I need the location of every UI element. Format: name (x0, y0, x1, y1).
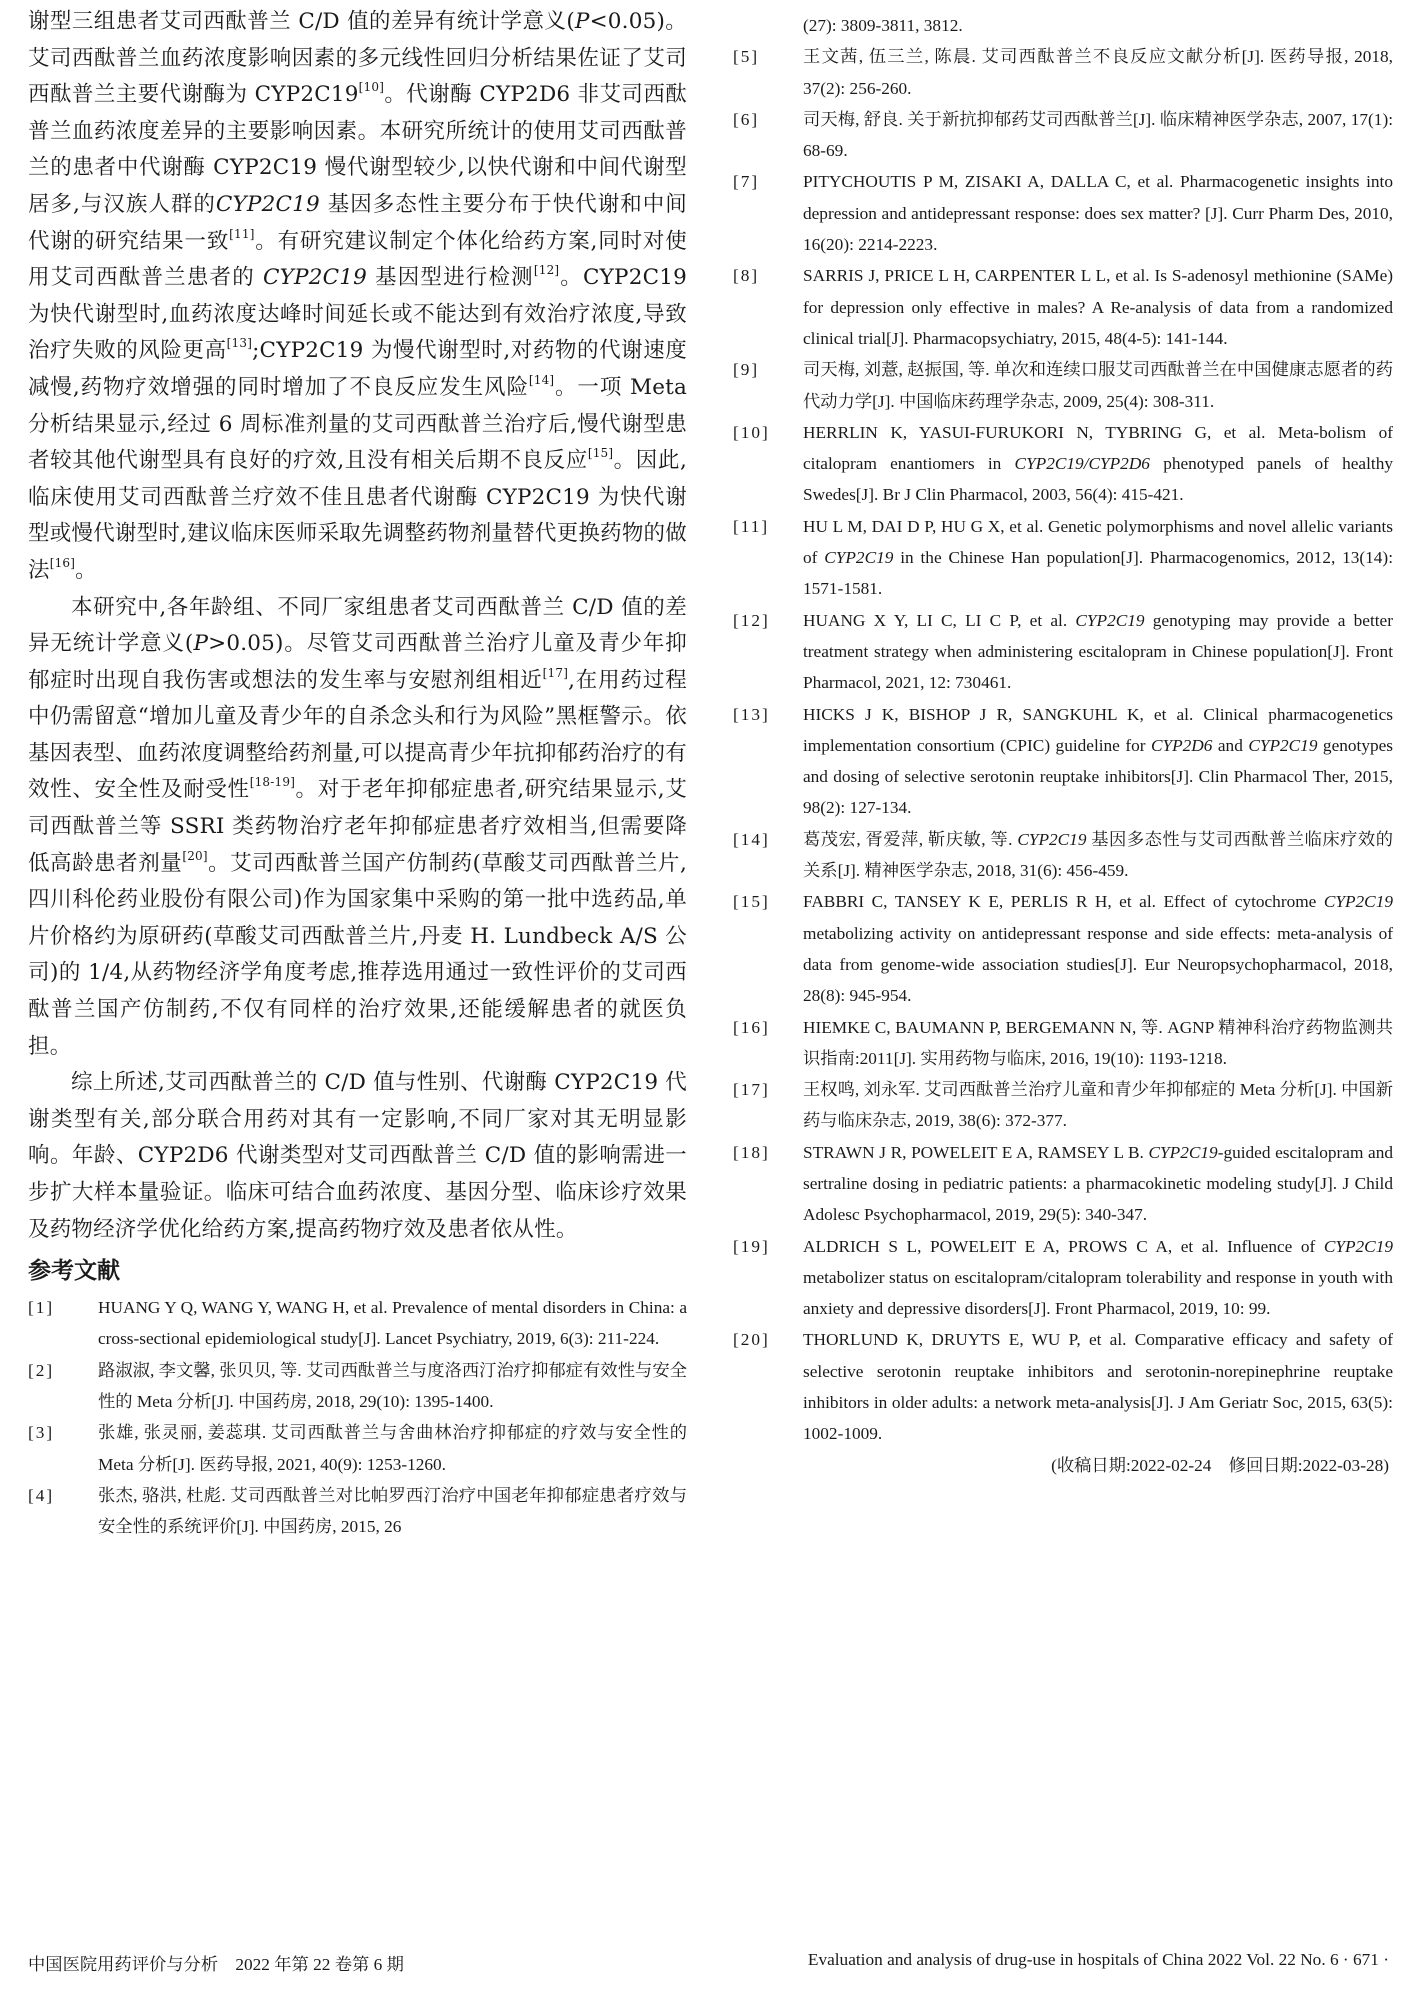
citation-link[interactable]: [12] (533, 263, 560, 278)
reference-list-left (28, 1292, 687, 1542)
received-dates: (收稿日期:2022-02-24 修回日期:2022-03-28) (1051, 1455, 1389, 1475)
discussion-paragraph-1: 谢型三组患者艾司西酞普兰 C/D 值的差异有统计学意义(P<0.05)。艾司西酞普兰血药浓度影响因素的多元线性回归分析结果佐证了艾司西酞普兰主要代谢酶为 CYP2C19[10]。代谢酶 CYP2D6 非艾司西酞普兰血药浓度差异的主要影响因素。本研究所统计的使用艾司西酞普兰的患者中代谢酶 CYP2C19 慢代谢型较少,以快代谢和中间代谢型居多,与汉族人群的CYP2C19 基因多态性主要分布于快代谢和中间代谢的研究结果一致[11]。有研究建议制定个体化给药方案,同时对使用艾司西酞普兰患者的 CYP2C19 基因型进行检测[12]。CYP2C19 为快代谢型时,血药浓度达峰时间延长或不能达到有效治疗浓度,导致治疗失败的风险更高[13];CYP2C19 为慢代谢型时,对药物的代谢速度减慢,药物疗效增强的同时增加了不良反应发生风险[14]。一项 Meta 分析结果显示,经过 6 周标准剂量的艾司西酞普兰治疗后,慢代谢型患者较其他代谢型具有良好的疗效,且没有相关后期不良反应[15]。因此,临床使用艾司西酞普兰疗效不佳且患者代谢酶 CYP2C19 为快代谢型或慢代谢型时,建议临床医师采取先调整药物剂量替代更换药物的做法[16]。 (28, 9, 687, 583)
reference-text: HIEMKE C, BAUMANN P, BERGEMANN N, 等. AGNP 精神科治疗药物监测共识指南:2011[J]. 实用药物与临床, 2016, 19(10): 1193-1218. (803, 1017, 1393, 1068)
reference-number: [11] (733, 516, 770, 536)
reference-text: 司天梅, 舒良. 关于新抗抑郁药艾司西酞普兰[J]. 临床精神医学杂志, 2007, 17(1): 68-69. (803, 109, 1393, 161)
reference-number: [3] (28, 1423, 55, 1443)
right-column (733, 10, 1393, 1481)
reference-text (803, 511, 1393, 605)
reference-text: 王权鸣, 刘永军. 艾司西酞普兰治疗儿童和青少年抑郁症的 Meta 分析[J]. 中国新药与临床杂志, 2019, 38(6): 372-377. (803, 1080, 1393, 1131)
reference-number: [9] (733, 360, 760, 380)
reference-text: 路淑淑, 李文馨, 张贝贝, 等. 艾司西酞普兰与度洛西汀治疗抑郁症有效性与安全性的 Meta 分析[J]. 中国药房, 2018, 29(10): 1395-1400. (98, 1360, 687, 1412)
gene-name: CYP2C19 (1148, 1142, 1218, 1162)
reference-text-part: 基因多态性与艾司西酞普兰临床疗效的关系[J]. 精神医学杂志, 2018, 31(6): 456-459. (803, 829, 1393, 881)
reference-item (733, 824, 1393, 887)
reference-text (803, 1137, 1393, 1231)
reference-text: 司天梅, 刘薏, 赵振国, 等. 单次和连续口服艾司西酞普兰在中国健康志愿者的药代动力学[J]. 中国临床药理学杂志, 2009, 25(4): 308-311. (803, 360, 1393, 411)
journal-title-cn: 中国医院用药评价与分析 2022 年第 22 卷第 6 期 (28, 1955, 404, 1974)
reference-text-part: FABBRI C, TANSEY K E, PERLIS R H, et al. Effect of cytochrome (803, 892, 1324, 912)
reference-item (28, 1417, 687, 1480)
reference-item (733, 41, 1393, 104)
left-column (28, 0, 687, 1543)
reference-number: [2] (28, 1360, 55, 1380)
gene-name: CYP2C19 (1323, 1236, 1393, 1256)
reference-text-part: ALDRICH S L, POWELEIT E A, PROWS C A, et al. Influence of (803, 1236, 1324, 1256)
reference-text-part: phenotyped panels of healthy Swedes[J]. Br J Clin Pharmacol, 2003, 56(4): 415-421. (803, 454, 1393, 505)
citation-link[interactable]: [15] (587, 446, 614, 461)
reference-item (28, 1292, 687, 1355)
reference-text: 张杰, 骆洪, 杜彪. 艾司西酞普兰对比帕罗西汀治疗中国老年抑郁症患者疗效与安全性的系统评价[J]. 中国药房, 2015, 26 (98, 1485, 687, 1537)
reference-number: [7] (733, 172, 760, 192)
reference-item (733, 699, 1393, 824)
reference-continuation: (27): 3809-3811, 3812. (803, 16, 963, 35)
reference-item (28, 1355, 687, 1418)
gene-name: CYP2C19 (215, 191, 320, 217)
gene-name: CYP2D6 (1150, 735, 1213, 755)
reference-item (733, 605, 1393, 699)
reference-item (733, 1012, 1393, 1075)
reference-text (803, 1231, 1393, 1325)
reference-number: [4] (28, 1485, 55, 1505)
reference-number: [6] (733, 109, 760, 129)
reference-number: [20] (733, 1330, 770, 1350)
reference-text: 王文茜, 伍三兰, 陈晨. 艾司西酞普兰不良反应文献分析[J]. 医药导报, 2018, 37(2): 256-260. (803, 47, 1393, 98)
reference-item (733, 1324, 1393, 1449)
reference-item (733, 354, 1393, 417)
reference-text (803, 699, 1393, 824)
citation-link[interactable]: [20] (182, 848, 208, 863)
reference-item (733, 1074, 1393, 1137)
reference-item (733, 104, 1393, 167)
citation-link[interactable]: [18-19] (249, 775, 296, 790)
reference-text (803, 824, 1393, 887)
citation-link[interactable]: [10] (358, 80, 385, 95)
reference-number: [17] (733, 1080, 770, 1100)
citation-link[interactable]: [17] (542, 665, 569, 680)
gene-name: CYP2C19 (824, 548, 894, 568)
gene-name: CYP2C19 (262, 265, 367, 291)
citation-link[interactable]: [16] (49, 555, 76, 570)
reference-number: [8] (733, 266, 760, 286)
reference-text-part: HERRLIN K, YASUI-FURUKORI N, TYBRING G, et al. Meta-bolism of citalopram enantiomers in (803, 422, 1393, 474)
reference-number: [5] (733, 47, 760, 67)
reference-text (803, 417, 1393, 511)
reference-item (28, 1480, 687, 1543)
reference-text-part: metabolizer status on escitalopram/citalopram tolerability and response in youth with anxiety and depressive disorders[J]. Front Pharmacol, 2019, 10: 99. (803, 1267, 1393, 1319)
reference-text: 张雄, 张灵丽, 姜蕊琪. 艾司西酞普兰与舍曲林治疗抑郁症的疗效与安全性的 Meta 分析[J]. 医药导报, 2021, 40(9): 1253-1260. (98, 1423, 687, 1474)
reference-text-part: HICKS J K, BISHOP J R, SANGKUHL K, et al. Clinical pharmacogenetics implementation consortium (CPIC) guideline for (803, 704, 1393, 755)
discussion-paragraph-2: 本研究中,各年龄组、不同厂家组患者艾司西酞普兰 C/D 值的差异无统计学意义(P>0.05)。尽管艾司西酞普兰治疗儿童及青少年抑郁症时出现自我伤害或想法的发生率与安慰剂组相近[17],在用药过程中仍需留意“增加儿童及青少年的自杀念头和行为风险”黑框警示。依基因表型、血药浓度调整给药剂量,可以提高青少年抗抑郁药治疗的有效性、安全性及耐受性[18-19]。对于老年抑郁症患者,研究结果显示,艾司西酞普兰等 SSRI 类药物治疗老年抑郁症患者疗效相当,但需要降低高龄患者剂量[20]。艾司西酞普兰国产仿制药(草酸艾司西酞普兰片,四川科伦药业股份有限公司)作为国家集中采购的第一批中选药品,单片价格约为原研药(草酸艾司西酞普兰片,丹麦 H. Lundbeck A/S 公司)的 1/4,从药物经济学角度考虑,推荐选用通过一致性评价的艾司西酞普兰国产仿制药,不仅有同样的治疗效果,还能缓解患者的就医负担。 (28, 594, 687, 1059)
reference-text-part: in the Chinese Han population[J]. Pharmacogenomics, 2012, 13(14): 1571-1581. (803, 548, 1393, 599)
reference-number: [15] (733, 892, 770, 912)
citation-link[interactable]: [13] (226, 336, 253, 351)
reference-text (803, 886, 1393, 1011)
reference-text: PITYCHOUTIS P M, ZISAKI A, DALLA C, et al. Pharmacogenetic insights into depression and antidepressant response: does sex matter? [J]. Curr Pharm Des, 2010, 16(20): 2214-2223. (803, 172, 1393, 255)
reference-text: THORLUND K, DRUYTS E, WU P, et al. Comparative efficacy and safety of selective serotonin reuptake inhibitors and serotonin-norepinephrine reuptake inhibitors in older adults: a network meta-analysis[J]. J Am Geriatr Soc, 2015, 63(5): 1002-1009. (803, 1330, 1393, 1444)
reference-number: [12] (733, 610, 770, 630)
reference-text-part: genotypes and dosing of selective serotonin reuptake inhibitors[J]. Clin Pharmacol Ther, 2015, 98(2): 127-134. (803, 735, 1394, 818)
gene-name: CYP2C19 (1248, 735, 1318, 755)
reference-item (733, 166, 1393, 260)
reference-text: SARRIS J, PRICE L H, CARPENTER L L, et al. Is S-adenosyl methionine (SAMe) for depression only effective in males? A Re-analysis of data from a randomized clinical trial[J]. Pharmacopsychiatry, 2015, 48(4-5): 141-144. (803, 266, 1393, 348)
conclusion-paragraph: 综上所述,艾司西酞普兰的 C/D 值与性别、代谢酶 CYP2C19 代谢类型有关,部分联合用药对其有一定影响,不同厂家对其无明显影响。年龄、CYP2D6 代谢类型对艾司西酞普兰 C/D 值的影响需进一步扩大样本量验证。临床可结合血药浓度、基因分型、临床诊疗效果及药物经济学优化给药方案,提高药物疗效及患者依从性。 (28, 1070, 687, 1242)
reference-text-part: 葛茂宏, 胥爱萍, 靳庆敏, 等. (803, 829, 1018, 849)
reference-item (733, 1231, 1393, 1325)
page-footer (28, 1950, 1389, 1980)
reference-item (733, 511, 1393, 605)
reference-number: [10] (733, 422, 770, 442)
citation-link[interactable]: [14] (528, 372, 555, 387)
reference-number: [16] (733, 1017, 770, 1037)
reference-number: [13] (733, 704, 770, 724)
reference-number: [1] (28, 1298, 55, 1318)
gene-name: CYP2C19 (1323, 892, 1393, 912)
reference-text-part: HUANG X Y, LI C, LI C P, et al. (803, 610, 1076, 630)
gene-name: CYP2C19 (1017, 829, 1087, 849)
reference-number: [18] (733, 1142, 770, 1162)
reference-text: HUANG Y Q, WANG Y, WANG H, et al. Prevalence of mental disorders in China: a cross-sectional epidemiological study[J]. Lancet Psychiatry, 2019, 6(3): 211-224. (98, 1298, 687, 1349)
reference-list-right (733, 41, 1393, 1449)
reference-text-part: HU L M, DAI D P, HU G X, et al. Genetic polymorphisms and novel allelic variants of (803, 516, 1393, 568)
reference-text-part: -guided escitalopram and sertraline dosing in pediatric patients: a pharmacokinetic modeling study[J]. J Child Adolesc Psychopharmacol, 2019, 29(5): 340-347. (803, 1142, 1393, 1225)
gene-name: CYP2C19 (1075, 610, 1145, 630)
reference-number: [19] (733, 1236, 770, 1256)
reference-text-part: metabolizing activity on antidepressant response and side effects: meta-analysis of data from genome-wide association studies[J]. Eur Neuropsychopharmacol, 2018, 28(8): 945-954. (803, 923, 1393, 1006)
reference-text (803, 605, 1393, 699)
reference-item (733, 886, 1393, 1011)
reference-number: [14] (733, 829, 770, 849)
reference-item (733, 417, 1393, 511)
reference-item (733, 260, 1393, 354)
reference-text-part: and (1212, 735, 1249, 755)
citation-link[interactable]: [11] (229, 226, 255, 241)
references-heading: 参考文献 (28, 1258, 120, 1285)
reference-item (733, 1137, 1393, 1231)
gene-name: CYP2C19/CYP2D6 (1014, 454, 1150, 474)
reference-text-part: STRAWN J R, POWELEIT E A, RAMSEY L B. (803, 1142, 1149, 1162)
reference-text-part: genotyping may provide a better treatment strategy when administering escitalopram in Chinese population[J]. Front Pharmacol, 2021, 12: 730461. (803, 610, 1393, 693)
journal-title-en: Evaluation and analysis of drug-use in hospitals of China 2022 Vol. 22 No. 6 · 671 · (807, 1950, 1389, 1969)
